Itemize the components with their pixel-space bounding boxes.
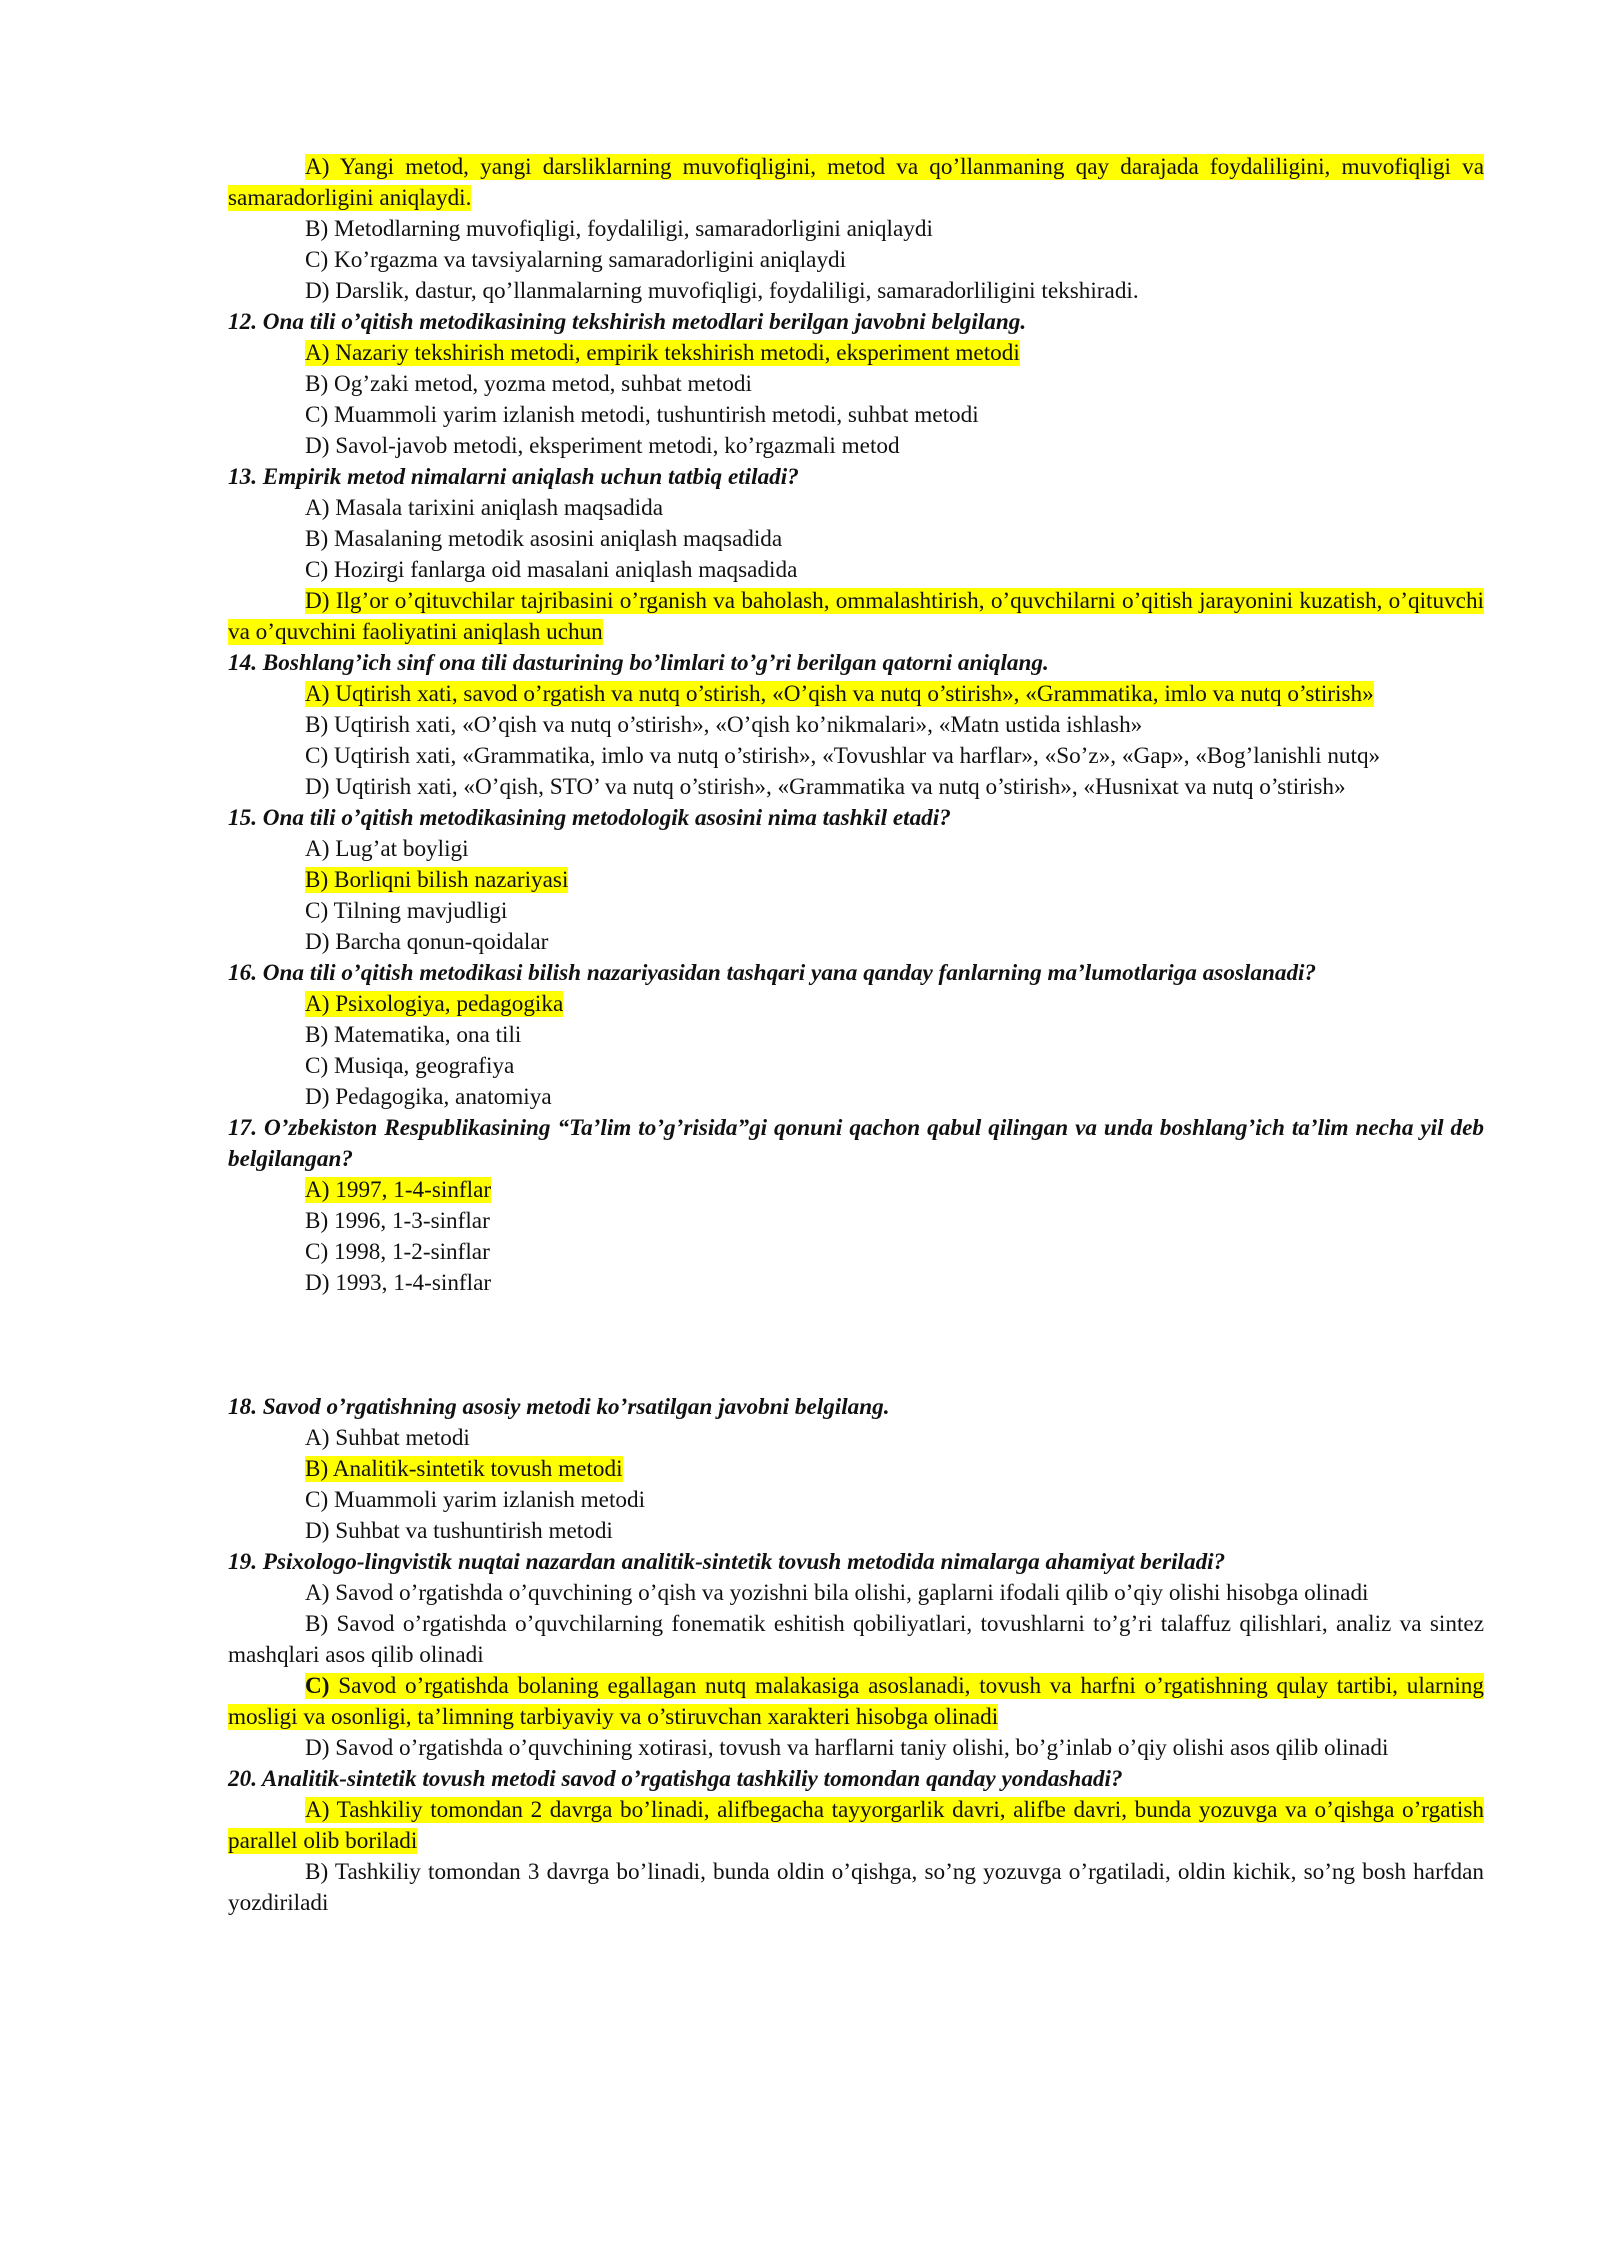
blocks-after-gap — [228, 1392, 1484, 1919]
question-text: 12. Ona tili o’qitish metodikasining tekshirish metodlari berilgan javobni belgilang. — [228, 309, 1027, 335]
answer-option: D) Savod o’rgatishda o’quvchining xotirasi, tovush va harflarni taniy olishi, bo’g’inlab o’qiy olishi asos qilib olinadi — [305, 1735, 1389, 1761]
question-text: 18. Savod o’rgatishning asosiy metodi ko’rsatilgan javobni belgilang. — [228, 1394, 890, 1420]
answer-option-correct — [228, 989, 1484, 1020]
answer-option-correct — [228, 586, 1484, 648]
answer-option: C) Tilning mavjudligi — [305, 898, 508, 924]
answer-option: B) Matematika, ona tili — [305, 1022, 522, 1048]
answer-highlight: Savod o’rgatishda bolaning egallagan nutq malakasiga asoslanadi, tovush va harfni o’rgatishning qulay tartibi, ularning mosligi va osonligi, ta’limning tarbiyaviy va o’stiruvchan xarakteri hisobga olinadi — [228, 1673, 1484, 1730]
answer-option: A) Masala tarixini aniqlash maqsadida — [305, 495, 664, 521]
answer-option: A) Lug’at boyligi — [305, 836, 469, 862]
document-page — [228, 152, 1484, 1919]
answer-highlight: A) Uqtirish xati, savod o’rgatish va nutq o’stirish, «O’qish va nutq o’stirish», «Grammatika, imlo va nutq o’stirish» — [305, 681, 1374, 707]
answer-option: D) Barcha qonun-qoidalar — [305, 929, 549, 955]
answer-option: D) Suhbat va tushuntirish metodi — [305, 1518, 613, 1544]
answer-option-correct — [228, 1671, 1484, 1733]
blocks-before-gap — [228, 152, 1484, 1299]
answer-option: A) Suhbat metodi — [305, 1425, 470, 1451]
question-text: 13. Empirik metod nimalarni aniqlash uchun tatbiq etiladi? — [228, 464, 799, 490]
answer-highlight: D) Ilg’or o’qituvchilar tajribasini o’rganish va baholash, ommalashtirish, o’quvchilarni o’qitish jarayonini kuzatish, o’qituvchi va o’quvchini faoliyatini aniqlash uchun — [228, 588, 1484, 645]
answer-option: C) Uqtirish xati, «Grammatika, imlo va nutq o’stirish», «Tovushlar va harflar», «So’z», «Gap», «Bog’lanishli nutq» — [305, 743, 1381, 769]
answer-option: D) Uqtirish xati, «O’qish, STO’ va nutq o’stirish», «Grammatika va nutq o’stirish», «Husnixat va nutq o’stirish» — [305, 774, 1346, 800]
answer-option: C) Musiqa, geografiya — [305, 1053, 515, 1079]
answer-option: B) Tashkiliy tomondan 3 davrga bo’linadi, bunda oldin o’qishga, so’ng yozuvga o’rgatiladi, oldin kichik, so’ng bosh harfdan yozdiriladi — [228, 1859, 1484, 1916]
answer-option: B) 1996, 1-3-sinflar — [305, 1208, 490, 1234]
question-text: 17. O’zbekiston Respublikasining “Ta’lim to’g’risida”gi qonuni qachon qabul qilingan va unda boshlang’ich ta’lim necha yil deb belgilangan? — [228, 1115, 1484, 1172]
answer-option: D) Darslik, dastur, qo’llanmalarning muvofiqligi, foydaliligi, samaradorliligini tekshiradi. — [305, 278, 1139, 304]
answer-highlight: A) Nazariy tekshirish metodi, empirik tekshirish metodi, eksperiment metodi — [305, 340, 1020, 366]
answer-highlight: B) Borliqni bilish nazariyasi — [305, 867, 569, 893]
answer-option-correct — [228, 679, 1484, 710]
answer-option: D) Pedagogika, anatomiya — [305, 1084, 552, 1110]
answer-option: C) Hozirgi fanlarga oid masalani aniqlash maqsadida — [305, 557, 798, 583]
answer-highlight: B) Analitik-sintetik tovush metodi — [305, 1456, 623, 1482]
answer-option: C) Ko’rgazma va tavsiyalarning samaradorligini aniqlaydi — [305, 247, 847, 273]
question-text: 15. Ona tili o’qitish metodikasining metodologik asosini nima tashkil etadi? — [228, 805, 951, 831]
question-text: 19. Psixologo-lingvistik nuqtai nazardan analitik-sintetik tovush metodida nimalarga ahamiyat beriladi? — [228, 1549, 1226, 1575]
answer-option: D) Savol-javob metodi, eksperiment metodi, ko’rgazmali metod — [305, 433, 900, 459]
answer-letter: C) — [305, 1673, 330, 1699]
question-text: 16. Ona tili o’qitish metodikasi bilish nazariyasidan tashqari yana qanday fanlarning ma’lumotlariga asoslanadi? — [228, 960, 1317, 986]
answer-option: C) 1998, 1-2-sinflar — [305, 1239, 490, 1265]
answer-highlight: A) 1997, 1-4-sinflar — [305, 1177, 492, 1203]
answer-option-correct — [228, 865, 1484, 896]
answer-option: A) Savod o’rgatishda o’quvchining o’qish va yozishni bila olishi, gaplarni ifodali qilib o’qiy olishi hisobga olinadi — [305, 1580, 1369, 1606]
answer-option: D) 1993, 1-4-sinflar — [305, 1270, 492, 1296]
answer-highlight: A) Tashkiliy tomondan 2 davrga bo’linadi, alifbegacha tayyorgarlik davri, alifbe davri, bunda yozuvga va o’qishga o’rgatish parallel olib boriladi — [228, 1797, 1484, 1854]
answer-highlight: A) Psixologiya, pedagogika — [305, 991, 564, 1017]
page-gap — [228, 1299, 1484, 1392]
answer-option: C) Muammoli yarim izlanish metodi, tushuntirish metodi, suhbat metodi — [305, 402, 979, 428]
answer-option: B) Masalaning metodik asosini aniqlash maqsadida — [305, 526, 783, 552]
question-text: 14. Boshlang’ich sinf ona tili dasturining bo’limlari to’g’ri berilgan qatorni aniqlang. — [228, 650, 1049, 676]
answer-option: B) Savod o’rgatishda o’quvchilarning fonematik eshitish qobiliyatlari, tovushlarni to’g’ri talaffuz qilishlari, analiz va sintez mashqlari asos qilib olinadi — [228, 1611, 1484, 1668]
answer-option-correct — [228, 1454, 1484, 1485]
answer-option-correct — [228, 338, 1484, 369]
answer-option-correct — [228, 1795, 1484, 1857]
answer-highlight: A) Yangi metod, yangi darsliklarning muvofiqligini, metod va qo’llanmaning qay darajada foydaliligini, muvofiqligi va samaradorligini aniqlaydi. — [228, 154, 1484, 211]
answer-option: B) Og’zaki metod, yozma metod, suhbat metodi — [305, 371, 752, 397]
answer-option-correct — [228, 152, 1484, 214]
answer-option: B) Uqtirish xati, «O’qish va nutq o’stirish», «O’qish ko’nikmalari», «Matn ustida ishlash» — [305, 712, 1143, 738]
answer-option: B) Metodlarning muvofiqligi, foydaliligi, samaradorligini aniqlaydi — [305, 216, 933, 242]
answer-option: C) Muammoli yarim izlanish metodi — [305, 1487, 646, 1513]
answer-option-correct — [228, 1175, 1484, 1206]
question-text: 20. Analitik-sintetik tovush metodi savod o’rgatishga tashkiliy tomondan qanday yondashadi? — [228, 1766, 1123, 1792]
